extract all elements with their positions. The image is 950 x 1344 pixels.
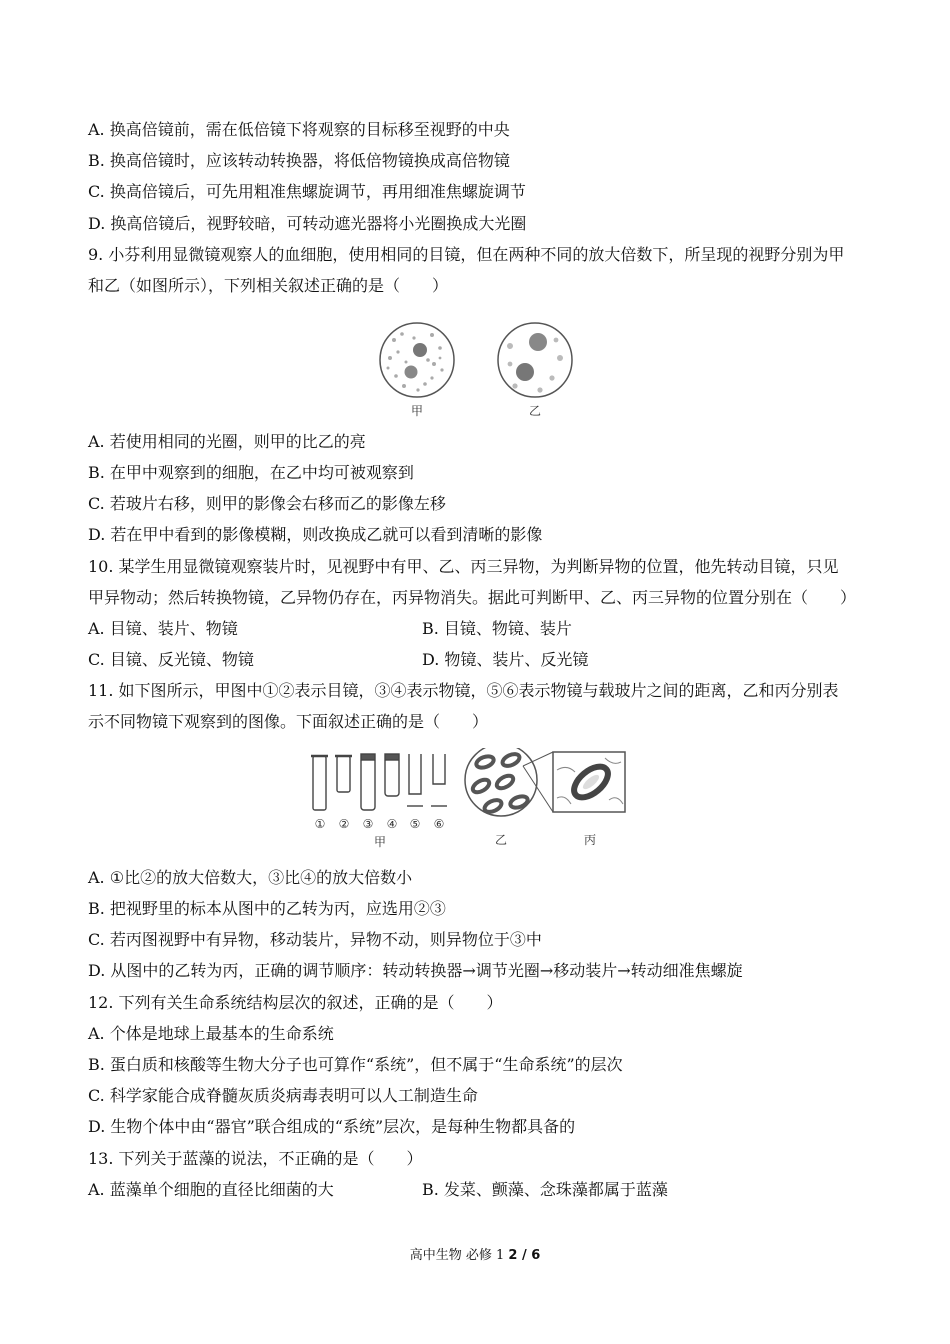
q10-option-a: A. 目镜、装片、物镜 xyxy=(88,619,238,638)
q9-view-jia xyxy=(380,323,454,397)
q11-microscope-figure xyxy=(305,748,630,850)
q9-stem-line2: 和乙（如图所示），下列相关叙述正确的是（ ） xyxy=(88,276,449,295)
q11-num-1: ① xyxy=(314,817,326,831)
q11-num-6: ⑥ xyxy=(433,817,445,831)
q9-blood-cell-figure xyxy=(370,318,590,420)
q11-label-yi: 乙 xyxy=(494,833,508,847)
q13-option-b: B. 发菜、颤藻、念珠藻都属于蓝藻 xyxy=(422,1180,668,1199)
q9-option-b: B. 在甲中观察到的细胞，在乙中均可被观察到 xyxy=(88,463,414,482)
q13-option-a: A. 蓝藻单个细胞的直径比细菌的大 xyxy=(88,1180,334,1199)
q10-stem-line1: 10. 某学生用显微镜观察装片时，见视野中有甲、乙、丙三异物，为判断异物的位置，他先转动目镜，只见 xyxy=(88,557,839,576)
q12-option-a: A. 个体是地球上最基本的生命系统 xyxy=(88,1024,334,1043)
q11-num-5: ⑤ xyxy=(409,817,421,831)
q12-stem: 12. 下列有关生命系统结构层次的叙述，正确的是（ ） xyxy=(88,993,503,1012)
q11-num-2: ② xyxy=(338,817,350,831)
q12-option-c: C. 科学家能合成脊髓灰质炎病毒表明可以人工制造生命 xyxy=(88,1086,478,1105)
q8-option-b: B. 换高倍镜时，应该转动转换器，将低倍物镜换成高倍物镜 xyxy=(88,151,510,170)
q11-option-c: C. 若丙图视野中有异物，移动装片，异物不动，则异物位于③中 xyxy=(88,930,542,949)
footer-subject: 高中生物 必修 1 xyxy=(409,1248,509,1263)
q11-view-bing xyxy=(553,752,625,812)
q8-option-a: A. 换高倍镜前，需在低倍镜下将观察的目标移至视野的中央 xyxy=(88,120,510,139)
q10-stem-line2: 甲异物动；然后转换物镜，乙异物仍存在，丙异物消失。据此可判断甲、乙、丙三异物的位置分别在（ ） xyxy=(88,588,857,607)
q10-option-b: B. 目镜、物镜、装片 xyxy=(422,619,572,638)
q12-option-d: D. 生物个体中由“器官”联合组成的“系统”层次，是每种生物都具备的 xyxy=(88,1117,576,1136)
q12-option-b: B. 蛋白质和核酸等生物大分子也可算作“系统”，但不属于“生命系统”的层次 xyxy=(88,1055,623,1074)
q9-stem-line1: 9. 小芬利用显微镜观察人的血细胞，使用相同的目镜，但在两种不同的放大倍数下，所呈现的视野分别为甲 xyxy=(88,245,845,264)
q11-option-a: A. ①比②的放大倍数大，③比④的放大倍数小 xyxy=(88,868,413,887)
q11-option-d: D. 从图中的乙转为丙，正确的调节顺序：转动转换器→调节光圈→移动装片→转动细准焦螺旋 xyxy=(88,961,743,980)
q11-stem-line1: 11. 如下图所示，甲图中①②表示目镜，③④表示物镜，⑤⑥表示物镜与载玻片之间的距离，乙和丙分别表 xyxy=(88,681,839,700)
q9-label-yi: 乙 xyxy=(528,404,542,418)
q11-lenses-jia xyxy=(311,754,447,810)
q8-option-c: C. 换高倍镜后，可先用粗准焦螺旋调节，再用细准焦螺旋调节 xyxy=(88,182,526,201)
q11-view-yi xyxy=(465,748,537,816)
q9-option-c: C. 若玻片右移，则甲的影像会右移而乙的影像左移 xyxy=(88,494,446,513)
q11-num-4: ④ xyxy=(386,817,398,831)
q9-option-d: D. 若在甲中看到的影像模糊，则改换成乙就可以看到清晰的影像 xyxy=(88,525,543,544)
q11-option-b: B. 把视野里的标本从图中的乙转为丙，应选用②③ xyxy=(88,899,446,918)
q11-stem-line2: 示不同物镜下观察到的图像。下面叙述正确的是（ ） xyxy=(88,712,489,731)
q10-option-c: C. 目镜、反光镜、物镜 xyxy=(88,650,254,669)
q9-option-a: A. 若使用相同的光圈，则甲的比乙的亮 xyxy=(88,432,366,451)
q11-num-3: ③ xyxy=(362,817,374,831)
q9-label-jia: 甲 xyxy=(410,404,424,418)
q10-option-d: D. 物镜、装片、反光镜 xyxy=(422,650,589,669)
q13-stem: 13. 下列关于蓝藻的说法，不正确的是（ ） xyxy=(88,1149,423,1168)
footer-page-number: 2 / 6 xyxy=(508,1248,541,1263)
q8-option-d: D. 换高倍镜后，视野较暗，可转动遮光器将小光圈换成大光圈 xyxy=(88,214,527,233)
q9-view-yi xyxy=(498,323,572,397)
q11-label-jia: 甲 xyxy=(373,835,387,849)
page-footer xyxy=(0,1247,950,1265)
q11-label-bing: 丙 xyxy=(583,833,597,847)
